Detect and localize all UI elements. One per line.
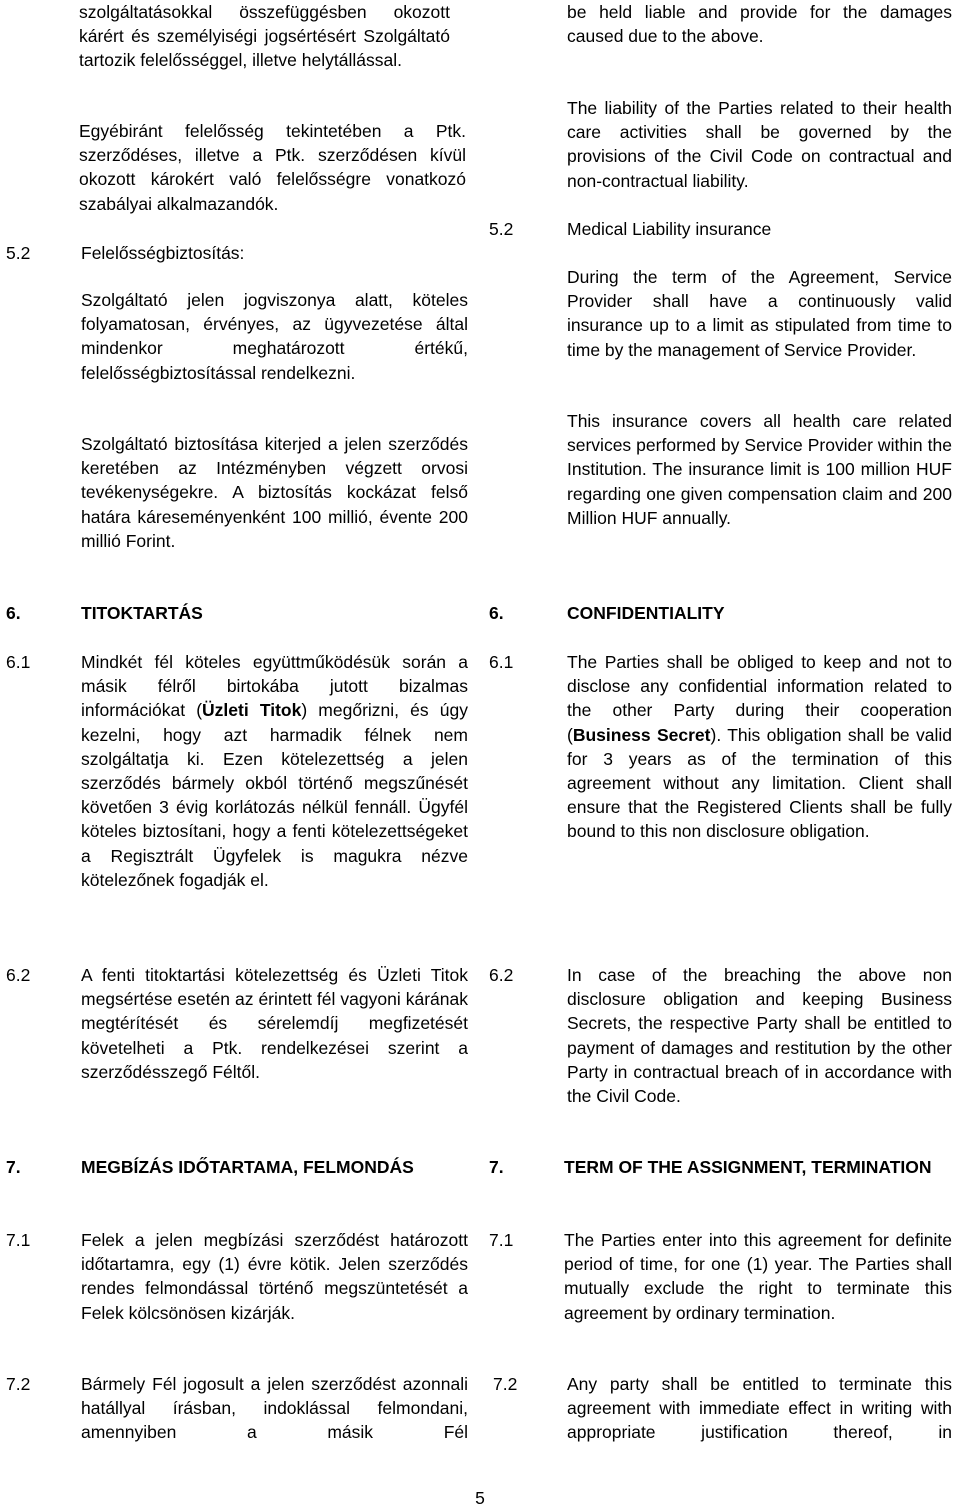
right-section-6-1-number: 6.1 xyxy=(489,652,514,672)
left-section-6-2-paragraph: A fenti titoktartási kötelezettség és Üzleti Titok megsértése esetén az érintett fél vagyoni kárának megtérítését és sérelemdíj megfizetését követelheti a Ptk. rendelkezései szerint a szerződésszegő Féltől. xyxy=(81,965,468,1082)
right-intro2-paragraph: The liability of the Parties related to their health care activities shall be governed by the provisions of the Civil Code on contractual and non-contractual liability. xyxy=(567,98,952,191)
left-section-6-1-paragraph: Mindkét fél köteles együttműködésük során a másik félről birtokába jutott bizalmas információkat (Üzleti Titok) megőrizni, és úgy kezelni, hogy azt harmadik félnek nem szolgáltatja ki. Ezen kötelezettség a jelen szerződés bármely okból történő megszűnését követően 3 évig korlátozás nélkül fennáll. Ügyfél köteles biztosítani, hogy a fenti kötelezettségeket a Regisztrált Ügyfelek is magukra nézve kötelezőnek fogadják el. xyxy=(81,652,468,890)
left-section-6-1-number: 6.1 xyxy=(6,652,31,672)
left-intro2-paragraph: Egyébiránt felelősség tekintetében a Ptk. szerződéses, illetve a Ptk. szerződésen kívül okozott károkért való felelősségre vonatkozó szabályai alkalmazandók. xyxy=(79,121,466,214)
right-section-7-number: 7. xyxy=(489,1157,504,1177)
left-section-5-2-paragraph-1: Szolgáltató jelen jogviszonya alatt, köteles folyamatosan, érvényes, az ügyvezetése által mindenkor meghatározott értékű, felelősségbiztosítással rendelkezni. xyxy=(81,290,468,383)
page-number: 5 xyxy=(475,1488,485,1508)
right-business-secret-term: Business Secret xyxy=(572,724,711,745)
right-section-5-2-paragraph-2: This insurance covers all health care related services performed by Service Provider within the Institution. The insurance limit is 100 million HUF regarding one given compensation claim and 200 Million HUF annually. xyxy=(567,411,952,528)
right-section-7-heading: TERM OF THE ASSIGNMENT, TERMINATION xyxy=(564,1157,932,1177)
right-section-5-2-title: Medical Liability insurance xyxy=(567,219,772,239)
right-intro-paragraph: be held liable and provide for the damages caused due to the above. xyxy=(567,2,952,47)
left-section-5-2-number: 5.2 xyxy=(6,243,31,263)
left-section-5-2-title: Felelősségbiztosítás: xyxy=(81,243,245,263)
left-section-7-2-number: 7.2 xyxy=(6,1374,31,1394)
right-section-7-1-paragraph: The Parties enter into this agreement for definite period of time, for one (1) year. The Parties shall mutually exclude the right to terminate this agreement by ordinary termination. xyxy=(564,1230,952,1323)
left-section-7-number: 7. xyxy=(6,1157,21,1177)
right-section-5-2-paragraph-1: During the term of the Agreement, Service Provider shall have a continuously valid insurance up to a limit as stipulated from time to time by the management of Service Provider. xyxy=(567,267,952,360)
right-section-6-heading: CONFIDENTIALITY xyxy=(567,603,725,623)
left-section-6-2-number: 6.2 xyxy=(6,965,31,985)
right-section-5-2-number: 5.2 xyxy=(489,219,514,239)
left-section-5-2-paragraph-2: Szolgáltató biztosítása kiterjed a jelen szerződés keretében az Intézményben végzett orvosi tevékenységekre. A biztosítás kockázat felső határa káreseményenként 100 millió, évente 200 millió Forint. xyxy=(81,434,468,551)
left-business-secret-term: Üzleti Titok xyxy=(202,700,302,721)
left-section-7-2-paragraph: Bármely Fél jogosult a jelen szerződést azonnali hatállyal írásban, indoklással felmondani, amennyiben a másik Fél xyxy=(81,1374,468,1443)
right-section-6-1-paragraph: The Parties shall be obliged to keep and not to disclose any confidential information related to the other Party during their cooperation (Business Secret). This obligation shall be valid for 3 years as of the termination of this agreement without any limitation. Client shall ensure that the Registered Clients shall be fully bound to this non disclosure obligation. xyxy=(567,652,952,842)
left-section-7-heading: MEGBÍZÁS IDŐTARTAMA, FELMONDÁS xyxy=(81,1157,414,1177)
right-section-6-2-number: 6.2 xyxy=(489,965,514,985)
right-section-6-2-paragraph: In case of the breaching the above non disclosure obligation and keeping Business Secrets, the respective Party shall be entitled to payment of damages and restitution by the other Party in contractual breach of in accordance with the Civil Code. xyxy=(567,965,952,1107)
right-section-6-number: 6. xyxy=(489,603,504,623)
left-section-7-1-paragraph: Felek a jelen megbízási szerződést határozott időtartamra, egy (1) évre kötik. Jelen szerződés rendes felmondással történő megszüntetését a Felek kölcsönösen kizárják. xyxy=(81,1230,468,1323)
right-section-7-2-paragraph: Any party shall be entitled to terminate this agreement with immediate effect in writing with appropriate justification thereof, in xyxy=(567,1374,952,1443)
left-intro-paragraph: szolgáltatásokkal összefüggésben okozott kárért és személyiségi jogsértésért Szolgáltató tartozik felelősséggel, illetve helytállással. xyxy=(79,2,450,71)
right-section-7-2-number: 7.2 xyxy=(493,1374,518,1394)
left-section-6-number: 6. xyxy=(6,603,21,623)
left-section-6-heading: TITOKTARTÁS xyxy=(81,603,203,623)
left-section-7-1-number: 7.1 xyxy=(6,1230,31,1250)
right-section-7-1-number: 7.1 xyxy=(489,1230,514,1250)
